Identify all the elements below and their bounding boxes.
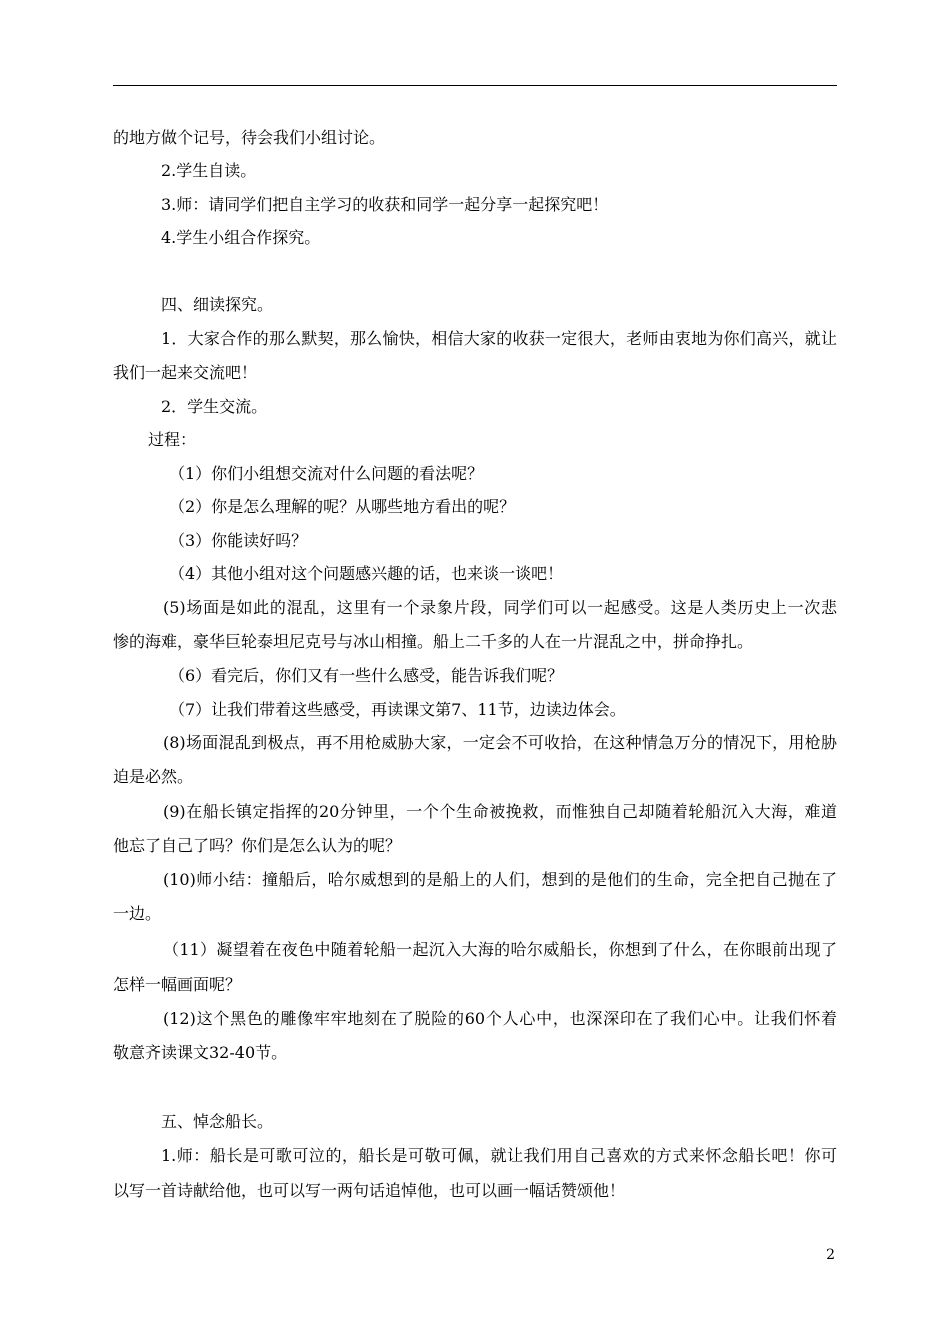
header-rule — [113, 85, 837, 86]
text-line: 1．大家合作的那么默契，那么愉快，相信大家的收获一定很大，老师由衷地为你们高兴，就让 — [161, 329, 837, 348]
text-line: 3.师：请同学们把自主学习的收获和同学一起分享一起探究吧！ — [161, 195, 609, 214]
text-line: (10)师小结：撞船后，哈尔威想到的是船上的人们，想到的是他们的生命，完全把自己抛在了 — [163, 870, 837, 889]
text-line: （1）你们小组想交流对什么问题的看法呢？ — [169, 464, 484, 483]
text-line: 一边。 — [113, 904, 162, 923]
text-line: 1.师：船长是可歌可泣的，船长是可敬可佩，就让我们用自己喜欢的方式来怀念船长吧！你可 — [161, 1146, 837, 1165]
text-line: （11）凝望着在夜色中随着轮船一起沉入大海的哈尔威船长，你想到了什么，在你眼前出现了 — [163, 940, 837, 959]
text-line: 2．学生交流。 — [161, 397, 268, 416]
text-line: 惨的海难，豪华巨轮泰坦尼克号与冰山相撞。船上二千多的人在一片混乱之中，拼命挣扎。 — [113, 632, 754, 651]
text-line: 我们一起来交流吧！ — [113, 363, 258, 382]
text-line: 迫是必然。 — [113, 767, 194, 786]
text-line: 4.学生小组合作探究。 — [161, 228, 321, 247]
text-line: （7）让我们带着这些感受，再读课文第7、11节，边读边体会。 — [169, 700, 626, 719]
text-line: 的地方做个记号，待会我们小组讨论。 — [113, 128, 386, 147]
text-line: (8)场面混乱到极点，再不用枪威胁大家，一定会不可收拾，在这种情急万分的情况下，用枪胁 — [163, 733, 837, 752]
text-line: 以写一首诗献给他，也可以写一两句话追悼他，也可以画一幅话赞颂他！ — [113, 1181, 626, 1200]
text-line: 敬意齐读课文32-40节。 — [113, 1043, 288, 1062]
page-number: 2 — [826, 1247, 835, 1263]
text-line: （2）你是怎么理解的呢？从哪些地方看出的呢？ — [169, 497, 516, 516]
text-line: 怎样一幅画面呢？ — [113, 975, 242, 994]
text-line: （6）看完后，你们又有一些什么感受，能告诉我们呢？ — [169, 666, 564, 685]
section-heading: 五、悼念船长。 — [161, 1112, 274, 1131]
text-line: （4）其他小组对这个问题感兴趣的话，也来谈一谈吧！ — [169, 564, 564, 583]
text-line: （3）你能读好吗？ — [169, 531, 308, 550]
text-line: 过程： — [148, 430, 197, 449]
section-heading: 四、细读探究。 — [161, 295, 274, 314]
text-line: 他忘了自己了吗？你们是怎么认为的呢？ — [113, 836, 402, 855]
text-line: (5)场面是如此的混乱，这里有一个录象片段，同学们可以一起感受。这是人类历史上一次悲 — [163, 598, 837, 617]
text-line: 2.学生自读。 — [161, 161, 257, 180]
text-line: (9)在船长镇定指挥的20分钟里，一个个生命被挽救，而惟独自己却随着轮船沉入大海，难道 — [163, 802, 837, 821]
text-line: (12)这个黑色的雕像牢牢地刻在了脱险的60个人心中，也深深印在了我们心中。让我们怀着 — [163, 1009, 837, 1028]
